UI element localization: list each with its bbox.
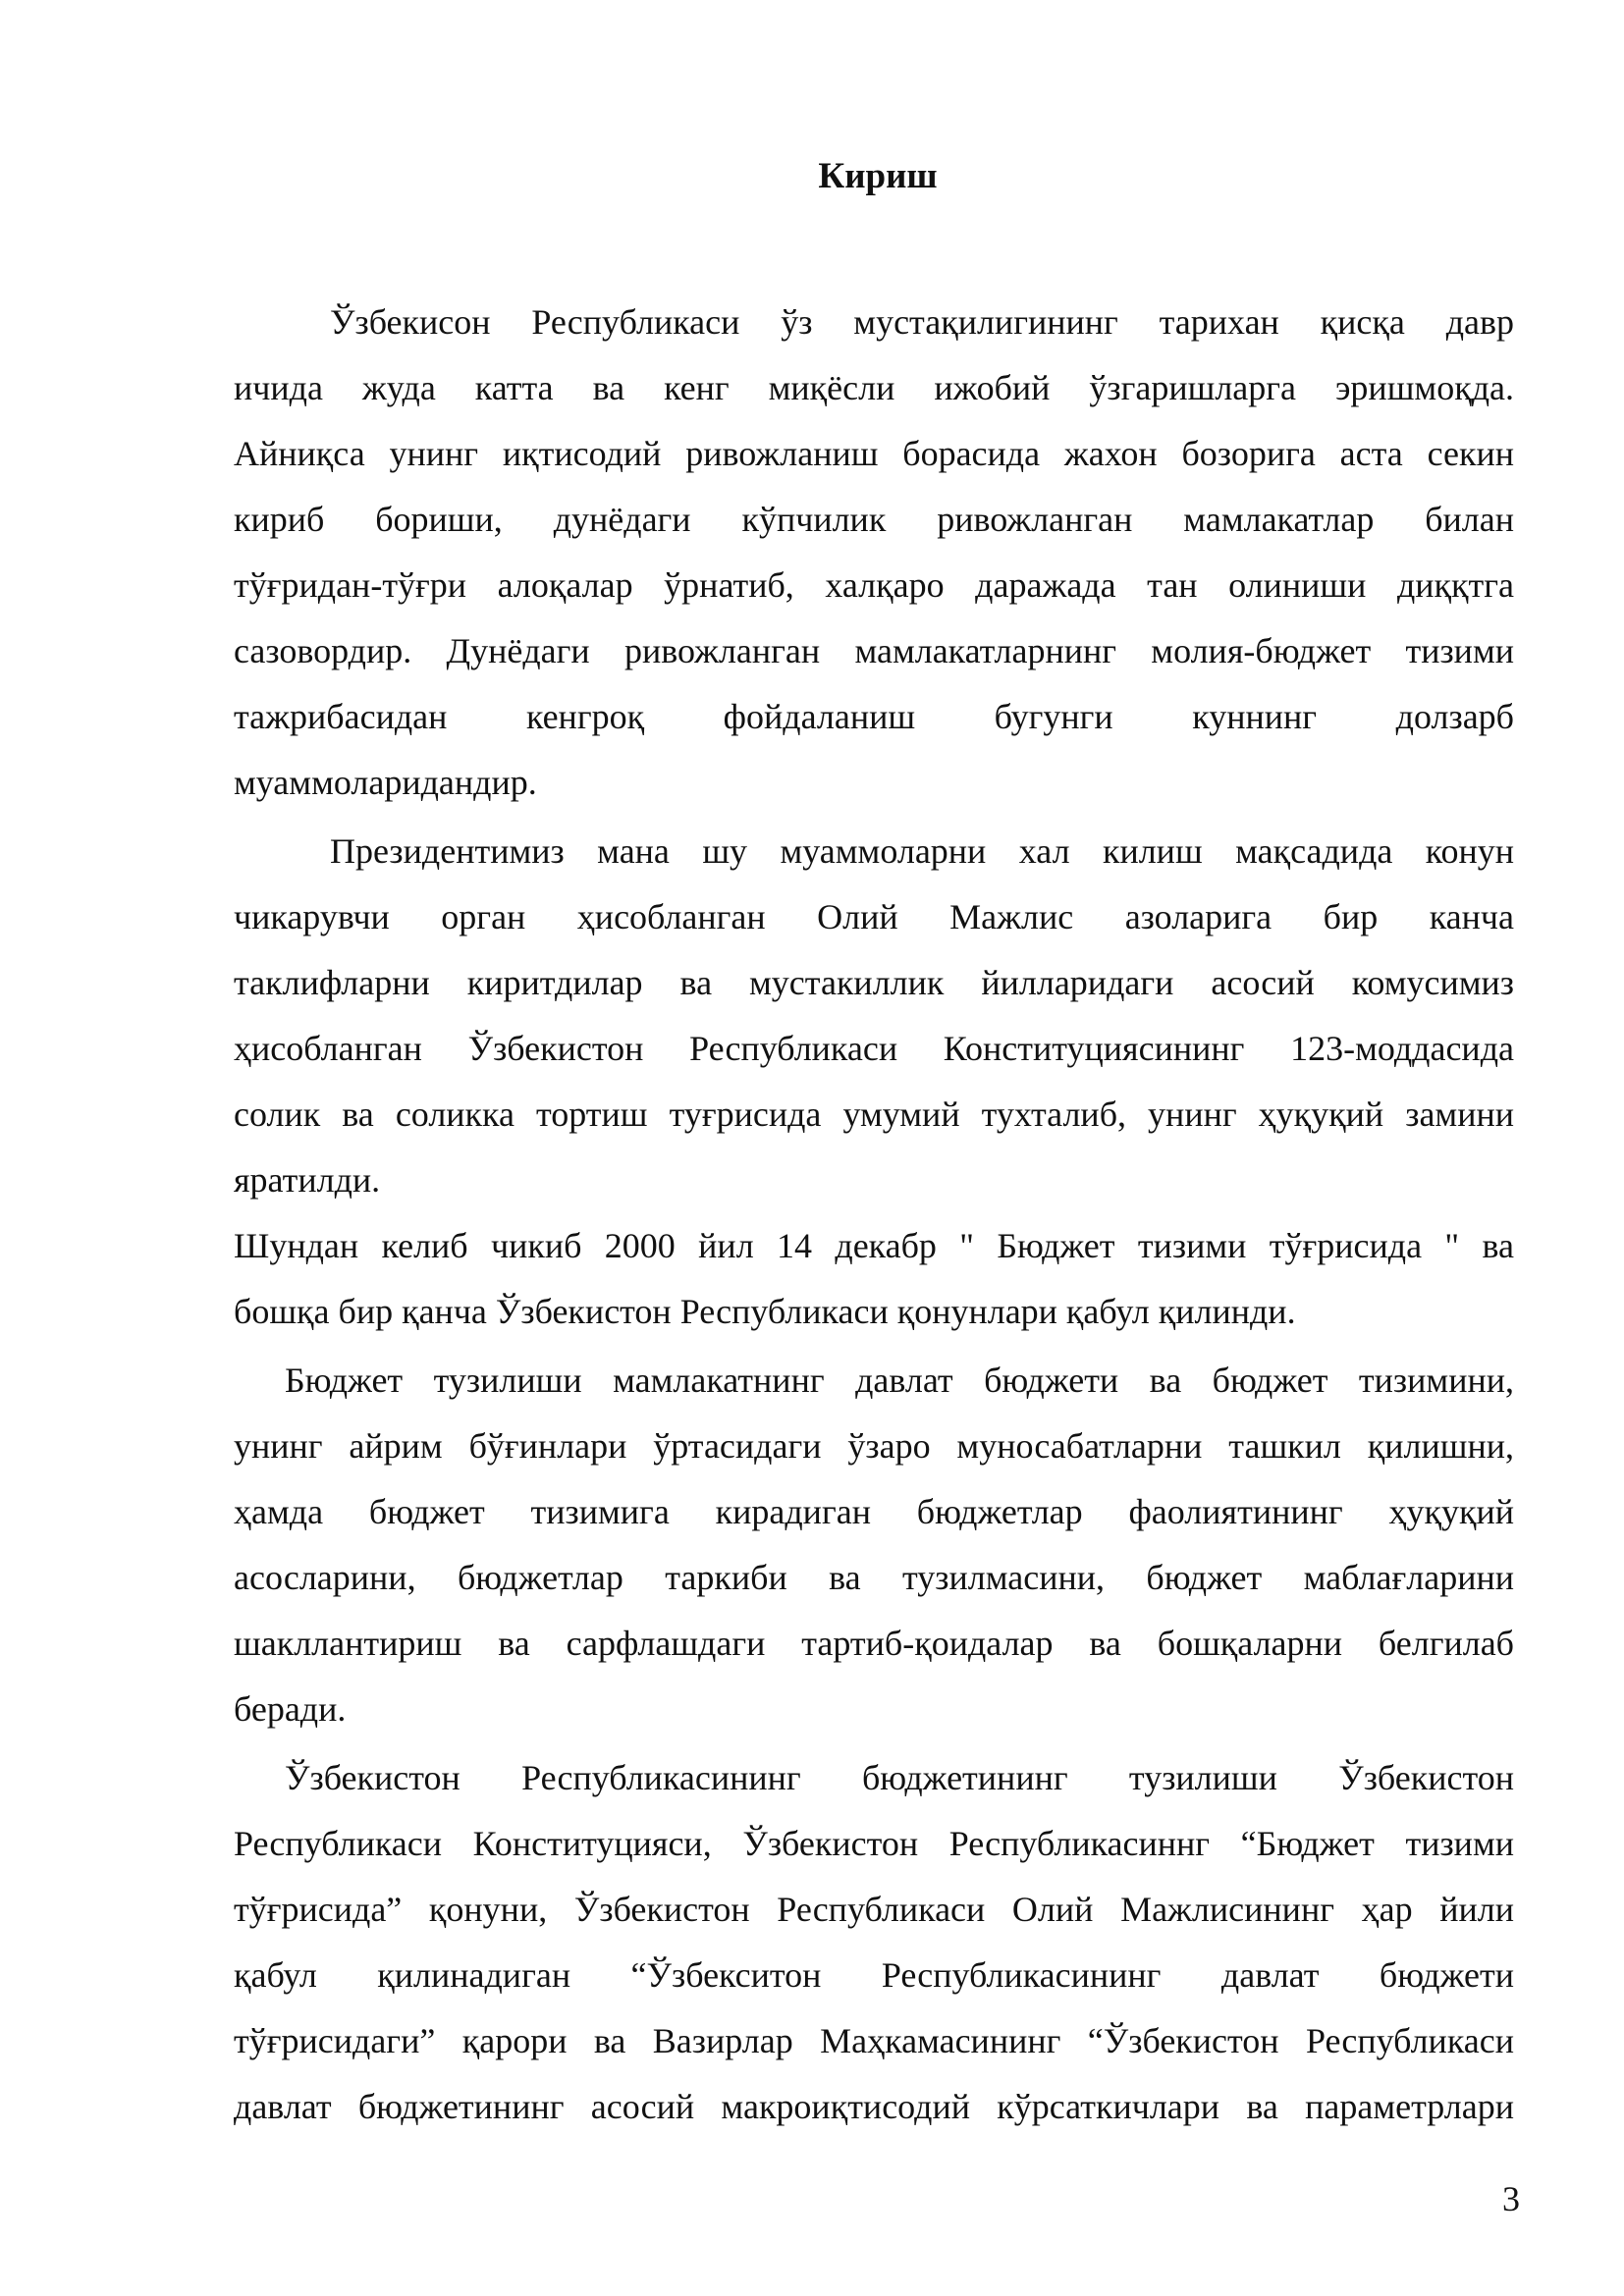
text-line: Президентимиз мана шу муаммоларни хал килиш мақсадида конун: [330, 831, 1514, 871]
text-line: давлат бюджетининг асосий макроиқтисодий кўрсаткичлари ва параметрлари: [234, 2087, 1514, 2126]
text-line: асосларини, бюджетлар таркиби ва тузилмасини, бюджет маблағларини: [234, 1558, 1514, 1597]
text-line: солик ва соликка тортиш туғрисида умумий тухталиб, унинг ҳуқуқий замини: [234, 1095, 1514, 1134]
text-line: тўғрисидаги” қарори ва Вазирлар Маҳкамасининг “Ўзбекистон Республикаси: [234, 2021, 1514, 2060]
text-line: яратилди.: [234, 1160, 381, 1200]
text-line: муаммоларидандир.: [234, 763, 537, 802]
page-number: 3: [1502, 2179, 1520, 2218]
text-line: тўғридан-тўғри алоқалар ўрнатиб, халқаро даражада тан олиниши диққтга: [234, 565, 1514, 605]
text-line: Ўзбекистон Республикасининг бюджетининг тузилиши Ўзбекистон: [285, 1758, 1514, 1797]
text-line: беради.: [234, 1689, 347, 1729]
text-line: Республикаси Конституцияси, Ўзбекистон Республикасиннг “Бюджет тизими: [234, 1824, 1514, 1863]
text-line: унинг айрим бўғинлари ўртасидаги ўзаро муносабатларни ташкил қилишни,: [234, 1426, 1514, 1466]
text-line: сазовордир. Дунёдаги ривожланган мамлакатларнинг молия-бюджет тизими: [234, 631, 1514, 670]
text-line: ичида жуда катта ва кенг миқёсли ижобий ўзгаришларга эришмоқда.: [234, 368, 1514, 407]
text-line: кириб бориши, дунёдаги кўпчилик ривожланган мамлакатлар билан: [234, 500, 1514, 539]
text-line: тўғрисида” қонуни, Ўзбекистон Республикаси Олий Мажлисининг ҳар йили: [234, 1890, 1514, 1929]
text-line: Ўзбекисон Республикаси ўз мустақилигининг тарихан қисқа давр: [330, 302, 1514, 342]
text-line: таклифларни киритдилар ва мустакиллик йилларидаги асосий комусимиз: [234, 963, 1514, 1002]
text-line: Бюджет тузилиши мамлакатнинг давлат бюджети ва бюджет тизимини,: [285, 1361, 1514, 1400]
text-line: Шундан келиб чикиб 2000 йил 14 декабр " Бюджет тизими тўғрисида " ва: [234, 1226, 1514, 1265]
page-title: Кириш: [818, 156, 938, 196]
text-line: тажрибасидан кенгроқ фойдаланиш бугунги куннинг долзарб: [234, 697, 1514, 736]
text-line: қабул қилинадиган “Ўзбекситон Республикасининг давлат бюджети: [234, 1955, 1514, 1995]
text-line: ҳисобланган Ўзбекистон Республикаси Конституциясининг 123-моддасида: [234, 1029, 1514, 1068]
text-line: ҳамда бюджет тизимига кирадиган бюджетлар фаолиятининг ҳуқуқий: [234, 1492, 1514, 1531]
text-line: чикарувчи орган ҳисобланган Олий Мажлис азоларига бир канча: [234, 897, 1514, 936]
text-line: шакллантириш ва сарфлашдаги тартиб-қоидалар ва бошқаларни белгилаб: [234, 1624, 1514, 1663]
text-line: Айниқса унинг иқтисодий ривожланиш борасида жахон бозорига аста секин: [234, 434, 1514, 473]
text-line: бошқа бир қанча Ўзбекистон Республикаси қонунлари қабул қилинди.: [234, 1292, 1296, 1331]
